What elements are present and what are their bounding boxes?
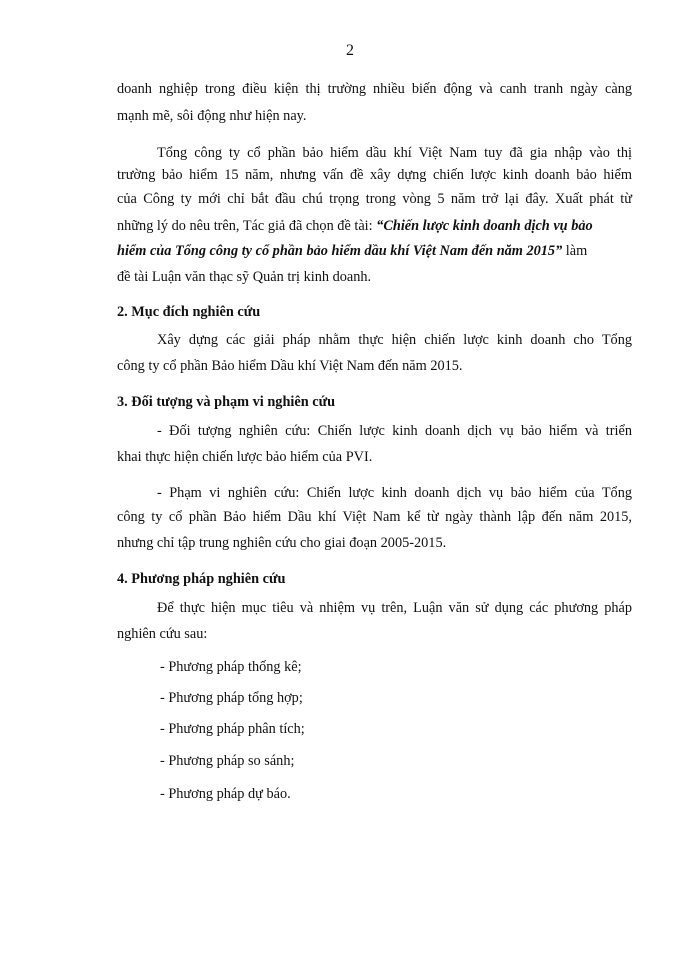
page-number: 2 bbox=[346, 42, 354, 59]
text-line bbox=[117, 219, 593, 233]
list-item: - Phương pháp tổng hợp; bbox=[160, 690, 303, 706]
thesis-title: “Chiến lược kinh doanh dịch vụ bảo bbox=[376, 218, 593, 234]
section-3-heading: 3. Đối tượng và phạm vi nghiên cứu bbox=[117, 394, 336, 410]
text-line: Tổng công ty cổ phần bảo hiểm dầu khí Việt Nam tuy đã gia nhập vào thị bbox=[157, 145, 632, 161]
thesis-title: hiểm của Tổng công ty cổ phần bảo hiểm dầu khí Việt Nam đến năm 2015” bbox=[117, 243, 563, 259]
section-2-heading: 2. Mục đích nghiên cứu bbox=[117, 304, 261, 320]
text-line: đề tài Luận văn thạc sỹ Quản trị kinh doanh. bbox=[117, 269, 372, 285]
text-line: - Đối tượng nghiên cứu: Chiến lược kinh doanh dịch vụ bảo hiểm và triển bbox=[157, 423, 632, 439]
text-line: khai thực hiện chiến lược bảo hiểm của PVI. bbox=[117, 449, 373, 465]
text-line: của Công ty mới chỉ bắt đầu chú trọng trong vòng 5 năm trở lại đây. Xuất phát từ bbox=[117, 191, 632, 207]
list-item: - Phương pháp phân tích; bbox=[160, 721, 305, 737]
text-line: Xây dựng các giải pháp nhằm thực hiện chiến lược kinh doanh cho Tổng bbox=[157, 332, 632, 348]
text-run: những lý do nêu trên, Tác giả đã chọn đề tài: bbox=[117, 218, 377, 234]
text-line bbox=[117, 244, 587, 258]
text-line: doanh nghiệp trong điều kiện thị trường nhiều biến động và canh tranh ngày càng bbox=[117, 81, 632, 97]
text-line: Để thực hiện mục tiêu và nhiệm vụ trên, Luận văn sử dụng các phương pháp bbox=[157, 600, 632, 616]
text-line: nhưng chỉ tập trung nghiên cứu cho giai đoạn 2005-2015. bbox=[117, 535, 447, 551]
section-4-heading: 4. Phương pháp nghiên cứu bbox=[117, 571, 286, 587]
list-item: - Phương pháp dự báo. bbox=[160, 786, 291, 802]
list-item: - Phương pháp thống kê; bbox=[160, 659, 302, 675]
text-line: mạnh mẽ, sôi động như hiện nay. bbox=[117, 108, 307, 124]
text-run: làm bbox=[562, 243, 588, 259]
list-item: - Phương pháp so sánh; bbox=[160, 753, 295, 769]
text-line: nghiên cứu sau: bbox=[117, 626, 208, 642]
text-line: trường bảo hiểm 15 năm, nhưng vấn đề xây dựng chiến lược kinh doanh bảo hiểm bbox=[117, 167, 632, 183]
text-line: công ty cổ phần Bảo hiểm Dầu khí Việt Nam kể từ ngày thành lập đến năm 2015, bbox=[117, 509, 632, 525]
text-line: - Phạm vi nghiên cứu: Chiến lược kinh doanh dịch vụ bảo hiểm của Tổng bbox=[157, 485, 632, 501]
text-line: công ty cổ phần Bảo hiểm Dầu khí Việt Nam đến năm 2015. bbox=[117, 358, 463, 374]
